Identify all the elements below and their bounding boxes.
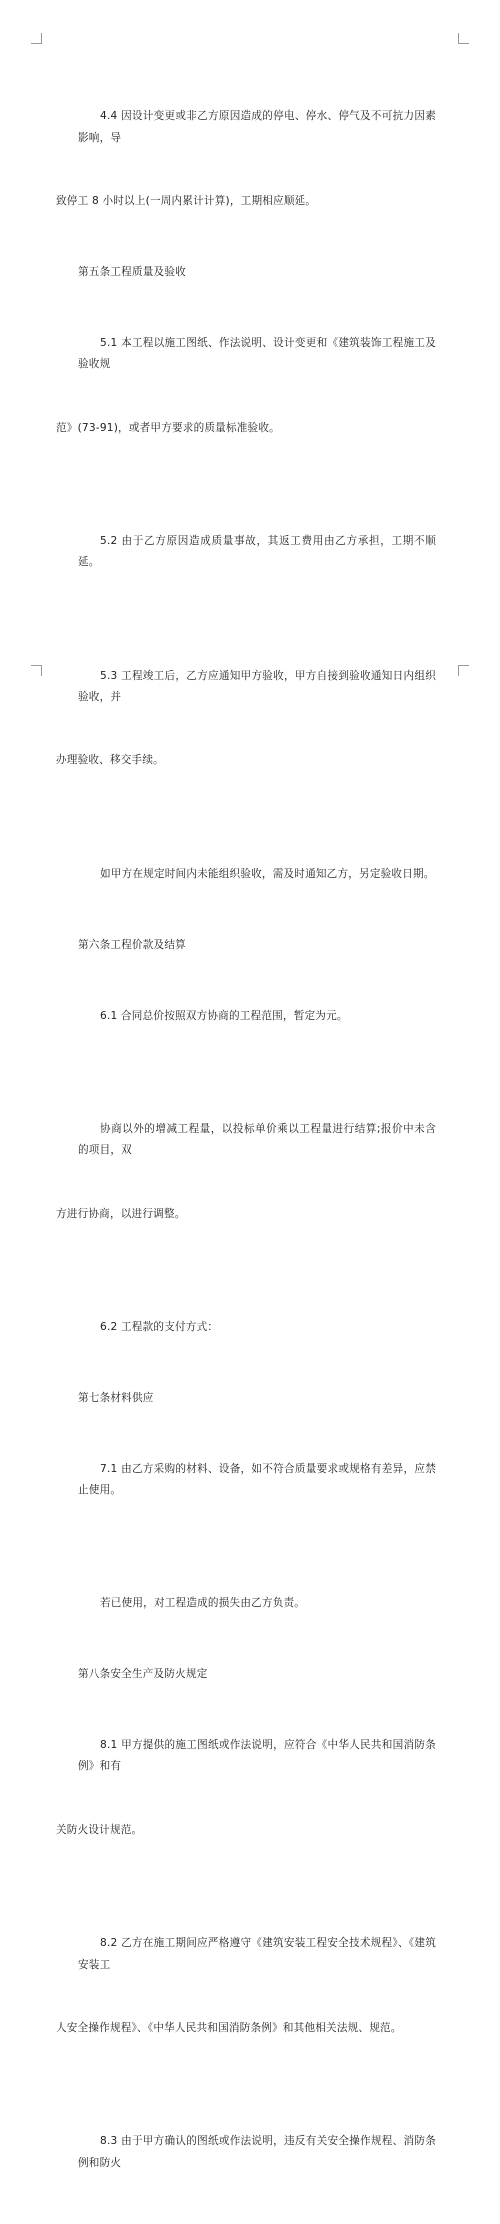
text-line: 6.1 合同总价按照双方协商的工程范围，暂定为元。 [100, 1009, 348, 1022]
text-line: 范》(73-91)，或者甲方要求的质量标准验收。 [56, 421, 280, 434]
text-line: 方进行协商，以进行调整。 [56, 1207, 186, 1220]
paragraph-loss-responsibility [78, 1551, 436, 1657]
text-line: 5.1 本工程以施工图纸、作法说明、设计变更和《建筑装饰工程施工及验收规 [78, 337, 436, 371]
paragraph-5-1 [56, 291, 436, 482]
text-line: 人安全操作规程》、《中华人民共和国消防条例》和其他相关法规、规范。 [56, 2022, 402, 2035]
crop-mark-bottom-left [31, 665, 42, 676]
text-line: 4.4 因设计变更或非乙方原因造成的停电、停水、停气及不可抗力因素影响，导 [78, 110, 436, 144]
text-line: 致停工 8 小时以上(一周内累计计算)，工期相应顺延。 [56, 195, 317, 208]
section-heading-8: 第八条安全生产及防火规定 [78, 1668, 208, 1681]
text-line: 关防火设计规范。 [56, 1824, 143, 1836]
paragraph-8-1 [56, 1693, 436, 1884]
text-line: 5.3 工程竣工后，乙方应通知甲方验收，甲方自接到验收通知日内组织验收，并 [78, 669, 436, 703]
text-line: 8.2 乙方在施工期间应严格遵守《建筑安装工程安全技术规程》、《建筑安装工 [78, 1937, 436, 1971]
text-line: 办理验收、移交手续。 [56, 754, 164, 767]
section-heading-7: 第七条材料供应 [78, 1391, 154, 1404]
crop-mark-top-left [31, 33, 42, 44]
section-heading-5: 第五条工程质量及验收 [78, 266, 186, 279]
text-line: 7.1 由乙方采购的材料、设备，如不符合质量要求或规格有差异，应禁止使用。 [78, 1462, 436, 1497]
text-line: 5.2 由于乙方原因造成质量事故，其返工费用由乙方承担，工期不顺延。 [78, 535, 436, 569]
paragraph-4-4 [56, 64, 436, 255]
text-line: 6.2 工程款的支付方式： [100, 1321, 219, 1334]
paragraph-quantity-adjustment [56, 1077, 436, 1268]
crop-mark-bottom-right [458, 665, 469, 676]
paragraph-7-1 [78, 1416, 436, 1543]
text-line: 8.1 甲方提供的施工图纸或作法说明，应符合《中华人民共和国消防条例》和有 [78, 1739, 436, 1773]
paragraph-5-3 [56, 623, 436, 814]
text-line: 协商以外的增减工程量，以投标单价乘以工程量进行结算;报价中未含的项目，双 [78, 1122, 436, 1157]
paragraph-acceptance-note [78, 821, 436, 927]
document-body [56, 64, 436, 2224]
crop-mark-top-right [458, 33, 469, 44]
paragraph-5-2 [78, 489, 436, 616]
paragraph-8-3 [78, 2089, 436, 2216]
text-line: 8.3 由于甲方确认的图纸或作法说明，违反有关安全操作规程、消防条例和防火 [78, 2135, 436, 2169]
paragraph-8-2 [56, 1891, 436, 2082]
section-heading-6: 第六条工程价款及结算 [78, 938, 186, 951]
text-line: 如甲方在规定时间内未能组织验收，需及时通知乙方，另定验收日期。 [100, 867, 435, 880]
paragraph-6-1 [78, 963, 436, 1069]
text-line: 若已使用，对工程造成的损失由乙方负责。 [100, 1597, 306, 1610]
paragraph-6-2 [78, 1275, 436, 1381]
